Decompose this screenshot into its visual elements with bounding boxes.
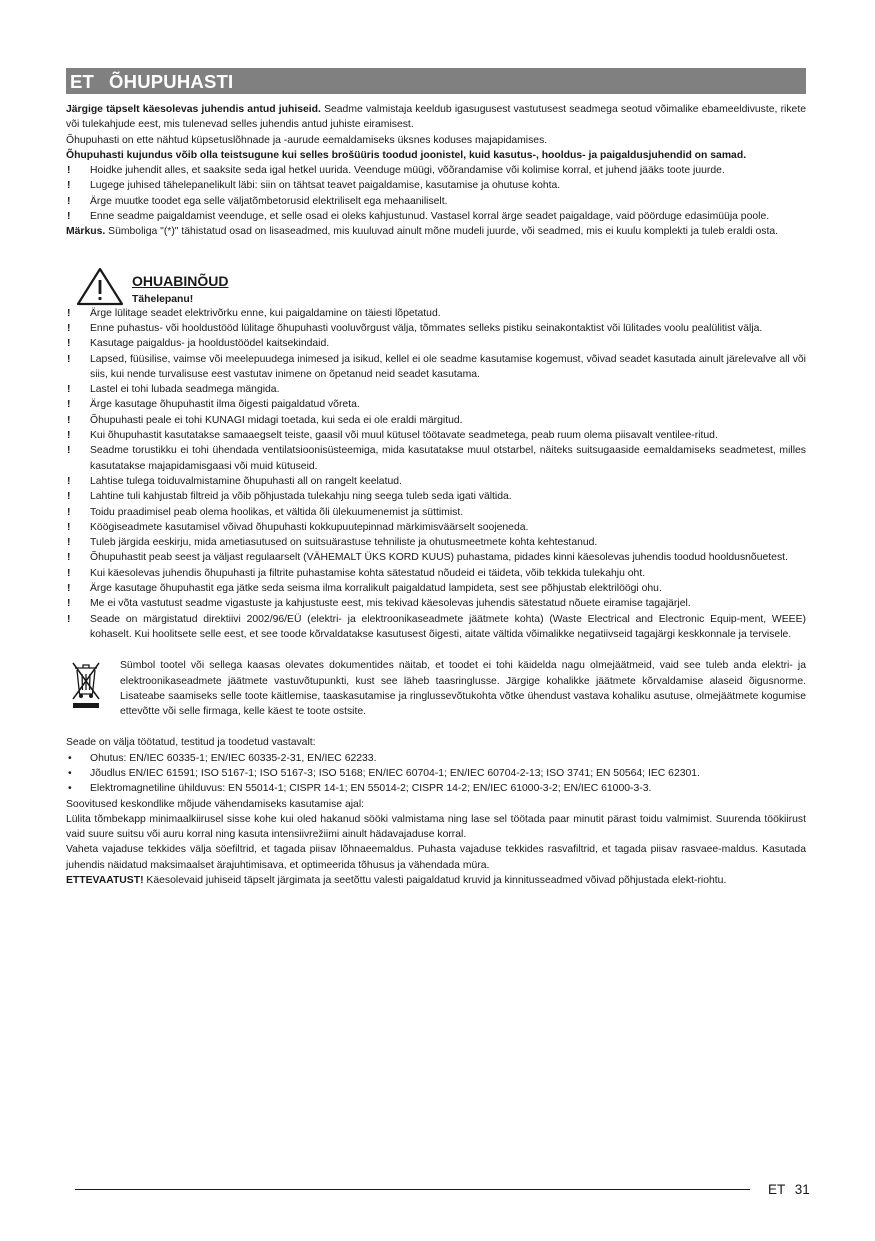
safety-list-item (66, 352, 806, 383)
intro-list-item (66, 209, 806, 224)
safety-list-item (66, 428, 806, 443)
bullet-text: Kasutage paigaldus- ja hooldustöödel kaitsekindaid. (90, 338, 330, 350)
bullet-text: Lahtise tulega toiduvalmistamine õhupuhasti all on rangelt keelatud. (90, 475, 402, 487)
bullet-text: Õhupuhasti peale ei tohi KUNAGI midagi toetada, kui seda ei ole eraldi märgitud. (90, 414, 463, 426)
bullet-marker: • (68, 752, 72, 764)
footer-rule (75, 1189, 750, 1190)
safety-list-item (66, 612, 806, 643)
bullet-marker: ! (67, 445, 71, 457)
intro-purpose: Õhupuhasti on ette nähtud küpsetuslõhnade ja -aurude eemaldamiseks üksnes koduses majapidamises. (66, 134, 548, 146)
bullet-marker: ! (67, 613, 71, 625)
bullet-text: Seade on märgistatud direktiivi 2002/96/EÜ (elektri- ja elektroonikaseadmete jäätmete kohta) (Waste Electrical and Electronic Equip-ment, WEEE) kohaselt. Kui hoolitsete selle eest, et see toode kõrvaldatakse kasutusest õigesti, aitate vältida võimalikke negatiivseid tagajärgi keskkonnale ja tervisele. (90, 613, 806, 640)
safety-list-item (66, 413, 806, 428)
bullet-text: Me ei võta vastutust seadme vigastuste ja kahjustuste eest, mis tekivad käesolevas juhendis sätestatud nõuete eiramise tagajärjel. (90, 598, 691, 610)
note-paragraph: Märkus. Sümboliga "(*)" tähistatud osad on lisaseadmed, mis kuuluvad ainult mõne mudeli juurde, või seadmed, mis ei kuulu komplekti ja tuleb eraldi osta. (66, 226, 779, 238)
page-number: ET 31 (768, 1182, 810, 1197)
safety-list (66, 306, 806, 643)
safety-list-item (66, 336, 806, 351)
bullet-text: Enne puhastus- või hooldustööd lülitage õhupuhasti vooluvõrgust välja, tõmmates selleks pistiku seinakontaktist või lülitades voolu pealülitist välja. (90, 322, 763, 334)
safety-list-item (66, 443, 806, 474)
standards-list-item (66, 766, 806, 781)
standards-list-item (66, 751, 806, 766)
bullet-marker: ! (67, 384, 71, 396)
bullet-marker: ! (67, 430, 71, 442)
safety-list-item (66, 397, 806, 412)
bullet-marker: ! (67, 180, 71, 192)
bullet-marker: ! (67, 165, 71, 177)
bullet-text: Hoidke juhendit alles, et saaksite seda igal hetkel uurida. Veenduge müügi, võõrandamise või kolimise korral, et juhend jääks toote juurde. (90, 165, 725, 177)
safety-header (66, 266, 806, 306)
intro-design-note: Õhupuhasti kujundus võib olla teistsugune kui selles brošüüris toodud joonistel, kuid kasutus-, hooldus- ja paigaldusjuhendid on samad. (66, 149, 747, 161)
safety-list-item (66, 505, 806, 520)
safety-list-item (66, 520, 806, 535)
bullet-text: Ärge muutke toodet ega selle väljatõmbetorusid elektriliselt ega mehaaniliselt. (90, 195, 448, 207)
bullet-marker: ! (67, 322, 71, 334)
bullet-marker: • (68, 783, 72, 795)
safety-list-item (66, 566, 806, 581)
bullet-text: Jõudlus EN/IEC 61591; ISO 5167-1; ISO 5167-3; ISO 5168; EN/IEC 60704-1; EN/IEC 60704-2-13; ISO 3741; EN 50564; IEC 62301. (90, 767, 700, 779)
intro-paragraph: Järgige täpselt käesolevas juhendis antud juhiseid. Seadme valmistaja keeldub igasugusest vastutusest seadmega seotud võimalike ebameeldivuste, rikete või tulekahjude eest, mis tulenevad selles juhendis antud juhiste eiramisest. (66, 104, 806, 131)
safety-list-item (66, 535, 806, 550)
bullet-marker: ! (67, 414, 71, 426)
env-paragraph-1: Lülita tõmbekapp minimaalkiirusel sisse kohe kui oled hakanud sööki valmistama ning lase sel töötada paar minutit pärast toidu valmimist. Suurenda töökiirust vaid suure suitsu või auru korral ning kasuta intensiivrežiimi ainult hädavajaduse korral. (66, 813, 806, 841)
section-header (66, 68, 806, 94)
safety-list-item (66, 489, 806, 504)
bullet-text: Toidu praadimisel peab olema hoolikas, et vältida õli ülekuumenemist ja süttimist. (90, 506, 464, 518)
safety-list-item (66, 474, 806, 489)
env-title: Soovitused keskondlike mõjude vähendamiseks kasutamise ajal: (66, 798, 365, 810)
attention-label: Tähelepanu! (132, 293, 194, 305)
bullet-text: Ärge lülitage seadet elektrivõrku enne, kui paigaldamine on täiesti lõpetatud. (90, 307, 441, 319)
bullet-text: Seadme torustikku ei tohi ühendada ventilatsioonisüsteemiga, mida kasutatakse muul otstarbel, näiteks suitsugaaside eemaldamiseks seadmetest, milles kasutatakse majapidamisgaasi või muid kütuseid. (90, 445, 806, 472)
bullet-text: Köögiseadmete kasutamisel võivad õhupuhasti kokkupuutepinnad märkimisväärselt soojeneda. (90, 521, 529, 533)
crossed-bin-icon (66, 658, 120, 718)
caution-paragraph: ETTEVAATUST! Käesolevaid juhiseid täpselt järgimata ja seetõttu valesti paigaldatud kruvid ja kinnitusseadmed võivad põhjustada elekt-riohtu. (66, 875, 727, 887)
env-paragraph-2: Vaheta vajaduse tekkides välja söefiltrid, et tagada piisav lõhnaeemaldus. Puhasta vajaduse tekkides rasvafiltrid, et tagada piisav rasvaee-maldus. Kasutada juhendis näidatud maksimaalset ärajuhtimisava, et optimeerida tõhusus ja vähendada müra. (66, 844, 806, 871)
bullet-text: Kui käesolevas juhendis õhupuhasti ja filtrite puhastamise kohta sätestatud nõudeid ei täideta, võib tekkida tulekahju oht. (90, 567, 646, 579)
bullet-text: Lastel ei tohi lubada seadmega mängida. (90, 384, 280, 396)
manual-page (66, 68, 806, 888)
bullet-marker: ! (67, 552, 71, 564)
standards-list (66, 751, 806, 797)
safety-list-item (66, 550, 806, 565)
safety-list-item (66, 306, 806, 321)
bullet-marker: ! (67, 353, 71, 365)
bullet-marker: ! (67, 521, 71, 533)
safety-list-item (66, 382, 806, 397)
bullet-marker: ! (67, 583, 71, 595)
bullet-text: Tuleb järgida eeskirju, mida ametiasutused on suitsuärastuse tehniliste ja ohutusmeetmete kohta kehtestanud. (90, 537, 598, 549)
content (66, 102, 806, 888)
bullet-marker: • (68, 767, 72, 779)
bullet-text: Enne seadme paigaldamist veenduge, et selle osad ei oleks kahjustunud. Vastasel korral ärge seadet paigaldage, vaid pöörduge edasimüüja poole. (90, 211, 770, 223)
standards-list-item (66, 781, 806, 796)
bullet-text: Õhupuhastit peab seest ja väljast regulaarselt (VÄHEMALT ÜKS KORD KUUS) puhastama, pidades kinni käesolevas juhendis toodud hooldusnõuetest. (90, 552, 788, 564)
bullet-marker: ! (67, 567, 71, 579)
language-code: ET (70, 71, 95, 92)
bullet-text: Kui õhupuhastit kasutatakse samaaegselt teiste, gaasil või muul kütusel töötavate seadmetega, peab ruum olema piisavalt ventilee-ritud. (90, 430, 718, 442)
intro-list-item (66, 178, 806, 193)
bullet-text: Ärge kasutage õhupuhastit ega jätke seda seisma ilma korralikult paigaldatud lampideta, sest see põhjustab elektrilöögi ohu. (90, 583, 662, 595)
weee-section (66, 658, 806, 719)
safety-title: OHUABINÕUD (132, 272, 229, 289)
page-title: ÕHUPUHASTI (109, 71, 234, 92)
bullet-marker: ! (67, 598, 71, 610)
bullet-text: Ohutus: EN/IEC 60335-1; EN/IEC 60335-2-31, EN/IEC 62233. (90, 752, 377, 764)
safety-list-item (66, 596, 806, 611)
bullet-text: Lapsed, füüsilise, vaimse või meelepuudega inimesed ja isikud, kellel ei ole seadme kasutamise kogemust, võivad seadet kasutada ainult järelevalve all või siis, kui nende turvalisuse eest vastutav inimene on õpetanud neid seadet kasutama. (90, 353, 806, 380)
intro-list (66, 163, 806, 224)
bullet-marker: ! (67, 211, 71, 223)
bullet-marker: ! (67, 491, 71, 503)
bullet-text: Lahtine tuli kahjustab filtreid ja võib põhjustada tulekahju ning seega tuleb seda igati vältida. (90, 491, 512, 503)
bullet-marker: ! (67, 307, 71, 319)
warning-triangle-icon (75, 266, 125, 306)
weee-text: Sümbol tootel või sellega kaasas olevates dokumentides näitab, et toodet ei tohi käidelda nagu olmejäätmeid, vaid see tuleb anda elektri- ja elektroonikaseadmete jäätmete vastuvõtupunkti, kust see läheb taasringlusse. Järgige kohalikke jäätmete kõrvaldamise alaseid õigusnorme. Lisateabe saamiseks selle toote käitlemise, taaskasutamise ja ringlussevõtukohta võtke ühendust vastava kohaliku asutuse, olmejäätmete kogumise ettevõtte või selle firmaga, kelle käest te toote ostsite. (120, 660, 806, 718)
bullet-text: Elektromagnetiline ühilduvus: EN 55014-1; CISPR 14-1; EN 55014-2; CISPR 14-2; EN/IEC 61000-3-2; EN/IEC 61000-3-3. (90, 783, 652, 795)
bullet-marker: ! (67, 537, 71, 549)
bullet-marker: ! (67, 195, 71, 207)
standards-intro: Seade on välja töötatud, testitud ja toodetud vastavalt: (66, 737, 316, 749)
intro-list-item (66, 163, 806, 178)
bullet-text: Ärge kasutage õhupuhastit ilma õigesti paigaldatud võreta. (90, 399, 360, 411)
bullet-marker: ! (67, 475, 71, 487)
bullet-text: Lugege juhised tähelepanelikult läbi: siin on tähtsat teavet paigaldamise, kasutamise ja ohutuse kohta. (90, 180, 561, 192)
bullet-marker: ! (67, 338, 71, 350)
bullet-marker: ! (67, 506, 71, 518)
intro-list-item (66, 194, 806, 209)
safety-list-item (66, 321, 806, 336)
bullet-marker: ! (67, 399, 71, 411)
safety-list-item (66, 581, 806, 596)
